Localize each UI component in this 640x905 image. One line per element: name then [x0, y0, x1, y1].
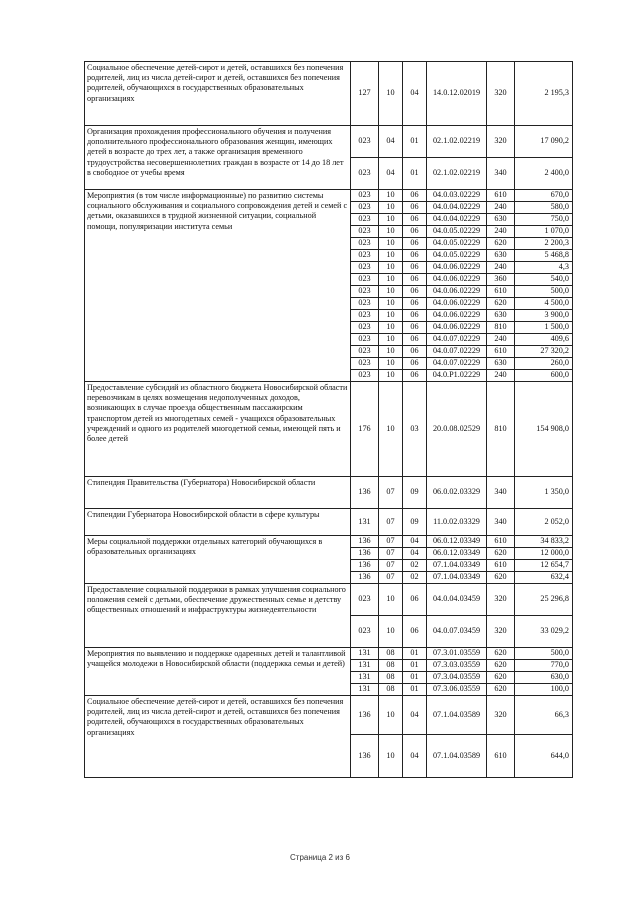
cell-sub: 04 [403, 62, 427, 126]
cell-code: 023 [351, 214, 379, 226]
table-row [85, 584, 573, 616]
row-description: Мероприятия по выявлению и поддержке одаренных детей и талантливой учащейся молодежи в Новосибирской области (поддержка семьи и детей) [85, 648, 351, 696]
row-description: Социальное обеспечение детей-сирот и детей, оставшихся без попечения родителей, лиц из числа детей-сирот и детей, оставшихся без попечения родителей, обучающихся в государственных образовательных организациях [85, 696, 351, 778]
cell-amount: 100,0 [515, 684, 573, 696]
cell-amount: 630,0 [515, 672, 573, 684]
cell-code: 023 [351, 346, 379, 358]
cell-sub: 06 [403, 214, 427, 226]
cell-amount: 33 029,2 [515, 616, 573, 648]
cell-sub: 06 [403, 274, 427, 286]
cell-amount: 154 908,0 [515, 382, 573, 477]
cell-sec: 07 [379, 572, 403, 584]
cell-code: 023 [351, 286, 379, 298]
cell-code: 136 [351, 477, 379, 509]
cell-target: 06.0.12.03349 [427, 536, 487, 548]
cell-sec: 07 [379, 477, 403, 509]
cell-type: 630 [487, 214, 515, 226]
cell-amount: 12 654,7 [515, 560, 573, 572]
cell-amount: 3 900,0 [515, 310, 573, 322]
cell-target: 04.0.05.02229 [427, 226, 487, 238]
cell-sub: 03 [403, 382, 427, 477]
cell-type: 620 [487, 660, 515, 672]
cell-target: 04.0.06.02229 [427, 310, 487, 322]
cell-sec: 08 [379, 672, 403, 684]
cell-target: 07.3.03.03559 [427, 660, 487, 672]
cell-sec: 10 [379, 298, 403, 310]
cell-amount: 580,0 [515, 202, 573, 214]
cell-target: 07.1.04.03589 [427, 735, 487, 778]
cell-sub: 06 [403, 226, 427, 238]
row-description: Организация прохождения профессионального обучения и получения дополнительного профессионального образования женщин, имеющих детей в возрасте до трех лет, а также организация временного трудоустройства несовершеннолетних граждан в возрасте от 14 до 18 лет в свободное от учебы время [85, 126, 351, 190]
cell-type: 810 [487, 322, 515, 334]
cell-sec: 10 [379, 202, 403, 214]
cell-type: 620 [487, 298, 515, 310]
cell-type: 240 [487, 334, 515, 346]
cell-type: 610 [487, 286, 515, 298]
row-description: Стипендии Губернатора Новосибирской области в сфере культуры [85, 509, 351, 536]
table-row [85, 536, 573, 548]
cell-amount: 500,0 [515, 286, 573, 298]
cell-sub: 01 [403, 158, 427, 190]
cell-sub: 06 [403, 346, 427, 358]
cell-code: 131 [351, 672, 379, 684]
cell-sub: 01 [403, 672, 427, 684]
cell-type: 610 [487, 346, 515, 358]
table-row [85, 126, 573, 158]
cell-amount: 644,0 [515, 735, 573, 778]
cell-sec: 10 [379, 334, 403, 346]
cell-amount: 632,4 [515, 572, 573, 584]
cell-sub: 06 [403, 334, 427, 346]
cell-sec: 10 [379, 262, 403, 274]
cell-sub: 01 [403, 660, 427, 672]
cell-amount: 66,3 [515, 696, 573, 735]
cell-sec: 10 [379, 238, 403, 250]
cell-sub: 01 [403, 126, 427, 158]
cell-sub: 06 [403, 202, 427, 214]
cell-type: 620 [487, 672, 515, 684]
cell-sec: 07 [379, 560, 403, 572]
cell-target: 04.0.07.03459 [427, 616, 487, 648]
cell-type: 610 [487, 190, 515, 202]
cell-amount: 2 052,0 [515, 509, 573, 536]
cell-sub: 02 [403, 560, 427, 572]
cell-amount: 2 195,3 [515, 62, 573, 126]
cell-sub: 09 [403, 509, 427, 536]
cell-type: 240 [487, 262, 515, 274]
cell-sec: 10 [379, 250, 403, 262]
cell-amount: 500,0 [515, 648, 573, 660]
row-description: Предоставление субсидий из областного бюджета Новосибирской области перевозчикам в целях возмещения недополученных доходов, возникающих в случае проезда общественным пассажирским транспортом детей из многодетных семей - учащихся образовательных учреждений и одного из родителей многодетной семьи, имеющей пять и более детей [85, 382, 351, 477]
cell-code: 176 [351, 382, 379, 477]
cell-code: 136 [351, 696, 379, 735]
table-row [85, 62, 573, 126]
cell-target: 04.0.05.02229 [427, 238, 487, 250]
cell-sec: 10 [379, 370, 403, 382]
cell-target: 07.3.06.03559 [427, 684, 487, 696]
cell-target: 04.0.04.02229 [427, 202, 487, 214]
cell-sub: 06 [403, 250, 427, 262]
cell-type: 320 [487, 616, 515, 648]
cell-sec: 07 [379, 536, 403, 548]
cell-amount: 260,0 [515, 358, 573, 370]
cell-target: 14.0.12.02019 [427, 62, 487, 126]
cell-type: 810 [487, 382, 515, 477]
cell-sub: 06 [403, 616, 427, 648]
budget-table [84, 61, 573, 778]
cell-type: 340 [487, 509, 515, 536]
cell-code: 131 [351, 660, 379, 672]
cell-code: 136 [351, 560, 379, 572]
cell-code: 136 [351, 572, 379, 584]
cell-amount: 540,0 [515, 274, 573, 286]
cell-code: 136 [351, 548, 379, 560]
cell-code: 023 [351, 370, 379, 382]
cell-target: 04.0.06.02229 [427, 322, 487, 334]
cell-sub: 04 [403, 735, 427, 778]
cell-sec: 10 [379, 226, 403, 238]
cell-code: 136 [351, 735, 379, 778]
cell-code: 023 [351, 322, 379, 334]
row-description: Меры социальной поддержки отдельных категорий обучающихся в образовательных организациях [85, 536, 351, 584]
cell-type: 620 [487, 684, 515, 696]
cell-target: 04.0.04.03459 [427, 584, 487, 616]
cell-sec: 10 [379, 310, 403, 322]
cell-type: 620 [487, 648, 515, 660]
cell-sec: 10 [379, 584, 403, 616]
cell-amount: 670,0 [515, 190, 573, 202]
cell-amount: 1 500,0 [515, 322, 573, 334]
cell-target: 04.0.06.02229 [427, 286, 487, 298]
cell-amount: 27 320,2 [515, 346, 573, 358]
cell-target: 04.0.07.02229 [427, 334, 487, 346]
cell-type: 630 [487, 358, 515, 370]
cell-target: 02.1.02.02219 [427, 158, 487, 190]
cell-type: 320 [487, 696, 515, 735]
cell-code: 023 [351, 262, 379, 274]
cell-sub: 06 [403, 190, 427, 202]
cell-target: 04.0.04.02229 [427, 214, 487, 226]
cell-code: 023 [351, 190, 379, 202]
cell-sub: 06 [403, 286, 427, 298]
cell-type: 620 [487, 548, 515, 560]
cell-code: 023 [351, 250, 379, 262]
cell-sec: 10 [379, 274, 403, 286]
cell-code: 131 [351, 509, 379, 536]
cell-type: 340 [487, 158, 515, 190]
cell-sec: 08 [379, 684, 403, 696]
cell-sec: 10 [379, 62, 403, 126]
cell-sub: 06 [403, 238, 427, 250]
cell-target: 07.3.04.03559 [427, 672, 487, 684]
cell-type: 340 [487, 477, 515, 509]
cell-code: 023 [351, 298, 379, 310]
table-row [85, 509, 573, 536]
cell-type: 610 [487, 536, 515, 548]
row-description: Стипендия Правительства (Губернатора) Новосибирской области [85, 477, 351, 509]
cell-code: 023 [351, 358, 379, 370]
cell-type: 320 [487, 62, 515, 126]
cell-sec: 10 [379, 382, 403, 477]
cell-sub: 06 [403, 370, 427, 382]
cell-amount: 4 500,0 [515, 298, 573, 310]
page-number: Страница 2 из 6 [290, 853, 350, 862]
cell-code: 131 [351, 648, 379, 660]
cell-amount: 1 070,0 [515, 226, 573, 238]
cell-code: 127 [351, 62, 379, 126]
cell-type: 240 [487, 370, 515, 382]
cell-code: 023 [351, 584, 379, 616]
cell-sub: 06 [403, 298, 427, 310]
cell-code: 023 [351, 334, 379, 346]
cell-sub: 01 [403, 648, 427, 660]
cell-sec: 10 [379, 190, 403, 202]
cell-sub: 06 [403, 262, 427, 274]
cell-sub: 01 [403, 684, 427, 696]
cell-type: 620 [487, 238, 515, 250]
cell-target: 04.0.07.02229 [427, 346, 487, 358]
cell-sec: 10 [379, 286, 403, 298]
cell-type: 360 [487, 274, 515, 286]
cell-code: 131 [351, 684, 379, 696]
cell-code: 136 [351, 536, 379, 548]
cell-type: 320 [487, 126, 515, 158]
cell-target: 04.0.06.02229 [427, 274, 487, 286]
cell-sub: 06 [403, 310, 427, 322]
cell-sec: 10 [379, 358, 403, 370]
cell-type: 630 [487, 310, 515, 322]
cell-sub: 04 [403, 548, 427, 560]
cell-sub: 06 [403, 584, 427, 616]
cell-target: 04.0.07.02229 [427, 358, 487, 370]
cell-target: 04.0.05.02229 [427, 250, 487, 262]
cell-sub: 06 [403, 322, 427, 334]
cell-code: 023 [351, 202, 379, 214]
cell-code: 023 [351, 616, 379, 648]
cell-target: 06.0.02.03329 [427, 477, 487, 509]
cell-sec: 10 [379, 214, 403, 226]
cell-target: 02.1.02.02219 [427, 126, 487, 158]
table-row [85, 648, 573, 660]
cell-code: 023 [351, 274, 379, 286]
cell-sec: 10 [379, 735, 403, 778]
table-row [85, 696, 573, 735]
cell-sub: 04 [403, 536, 427, 548]
cell-sec: 10 [379, 696, 403, 735]
cell-target: 04.0.06.02229 [427, 262, 487, 274]
cell-amount: 34 833,2 [515, 536, 573, 548]
cell-amount: 1 350,0 [515, 477, 573, 509]
cell-sub: 06 [403, 358, 427, 370]
cell-sec: 10 [379, 346, 403, 358]
table-row [85, 190, 573, 202]
cell-sec: 08 [379, 648, 403, 660]
cell-amount: 17 090,2 [515, 126, 573, 158]
cell-type: 240 [487, 226, 515, 238]
table-row [85, 477, 573, 509]
row-description: Мероприятия (в том числе информационные) по развитию системы социального обслуживания и социального сопровождения детей и семей с детьми, оказавшихся в трудной жизненной ситуации, социальной помощи, популяризации института семьи [85, 190, 351, 382]
cell-sec: 10 [379, 616, 403, 648]
cell-sec: 07 [379, 509, 403, 536]
cell-amount: 5 468,8 [515, 250, 573, 262]
cell-type: 320 [487, 584, 515, 616]
cell-code: 023 [351, 126, 379, 158]
cell-code: 023 [351, 238, 379, 250]
cell-sec: 10 [379, 322, 403, 334]
cell-sec: 08 [379, 660, 403, 672]
cell-target: 07.1.04.03349 [427, 560, 487, 572]
cell-amount: 4,3 [515, 262, 573, 274]
cell-amount: 12 000,0 [515, 548, 573, 560]
cell-target: 04.0.P1.02229 [427, 370, 487, 382]
cell-amount: 409,6 [515, 334, 573, 346]
cell-target: 07.1.04.03589 [427, 696, 487, 735]
cell-amount: 2 200,3 [515, 238, 573, 250]
cell-type: 240 [487, 202, 515, 214]
cell-type: 610 [487, 735, 515, 778]
cell-amount: 2 400,0 [515, 158, 573, 190]
cell-amount: 600,0 [515, 370, 573, 382]
table-row [85, 382, 573, 477]
cell-code: 023 [351, 310, 379, 322]
cell-sub: 04 [403, 696, 427, 735]
cell-type: 630 [487, 250, 515, 262]
row-description: Предоставление социальной поддержки в рамках улучшения социального положения семей с детьми, обеспечение дружественных семье и детству общественных отношений и инфраструктуры жизнедеятельности [85, 584, 351, 648]
cell-target: 11.0.02.03329 [427, 509, 487, 536]
cell-target: 06.0.12.03349 [427, 548, 487, 560]
cell-target: 07.1.04.03349 [427, 572, 487, 584]
cell-amount: 25 296,8 [515, 584, 573, 616]
cell-sub: 02 [403, 572, 427, 584]
cell-target: 04.0.03.02229 [427, 190, 487, 202]
cell-type: 610 [487, 560, 515, 572]
cell-amount: 770,0 [515, 660, 573, 672]
cell-amount: 750,0 [515, 214, 573, 226]
cell-target: 20.0.08.02529 [427, 382, 487, 477]
cell-sec: 07 [379, 548, 403, 560]
cell-sec: 04 [379, 126, 403, 158]
cell-type: 620 [487, 572, 515, 584]
cell-code: 023 [351, 158, 379, 190]
row-description: Социальное обеспечение детей-сирот и детей, оставшихся без попечения родителей, лиц из числа детей-сирот и детей, оставшихся без попечения родителей, обучающихся в государственных образовательных организациях [85, 62, 351, 126]
cell-target: 07.3.01.03559 [427, 648, 487, 660]
cell-target: 04.0.06.02229 [427, 298, 487, 310]
cell-code: 023 [351, 226, 379, 238]
cell-sub: 09 [403, 477, 427, 509]
cell-sec: 04 [379, 158, 403, 190]
